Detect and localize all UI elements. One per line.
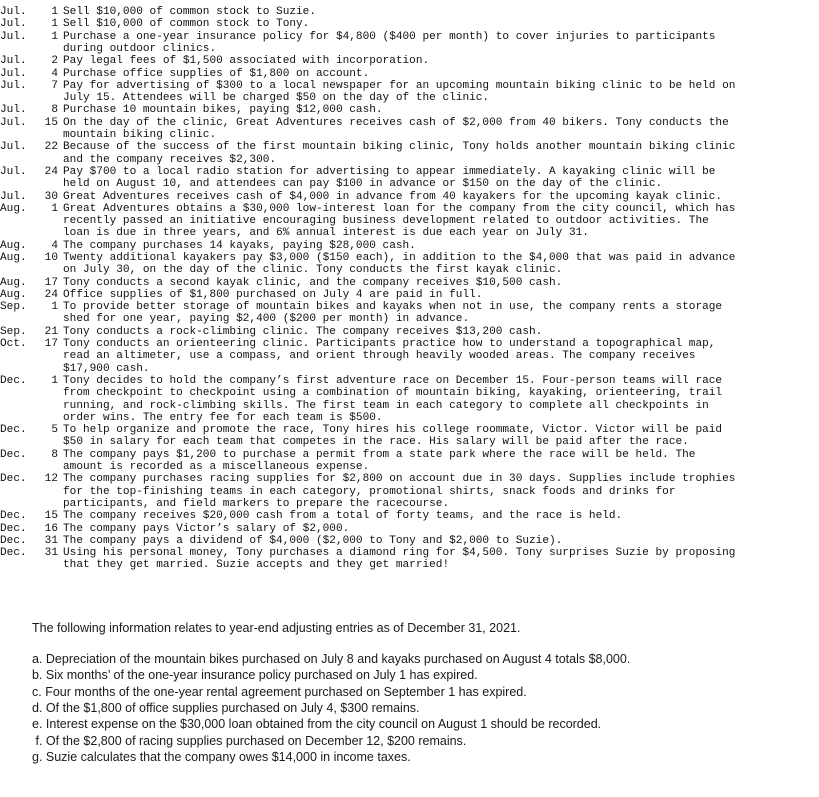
transaction-day: 2 — [51, 55, 58, 68]
transaction-day: 4 — [51, 239, 58, 252]
transaction-day: 15 — [44, 510, 58, 523]
transaction-day: 8 — [51, 104, 58, 117]
transaction-description: The company pays $1,200 to purchase a permit from a state park where the race will be held. The amount is recorded as a miscellaneous expense. — [63, 448, 696, 474]
transaction-entry — [0, 117, 729, 142]
transaction-month: Aug. — [0, 276, 27, 289]
transaction-month: Aug. — [0, 252, 27, 264]
transaction-day: 12 — [44, 473, 58, 486]
transaction-month: Sep. — [0, 325, 27, 338]
transaction-description: To provide better storage of mountain bikes and kayaks when not in use, the company rents a storage shed for one year, paying $2,400 ($200 per month) in advance. — [63, 301, 723, 326]
transaction-entry — [0, 510, 622, 522]
transaction-month: Jul. — [0, 141, 27, 154]
transaction-day: 31 — [44, 534, 58, 547]
transaction-description: The company pays a dividend of $4,000 ($2,000 to Tony and $2,000 to Suzie). — [63, 534, 563, 547]
transaction-day: 15 — [44, 116, 58, 129]
transaction-month: Jul. — [0, 55, 27, 68]
transaction-description: Great Adventures obtains a $30,000 low-interest loan for the company from the city council, which has recently passed an initiative encouraging business development related to outdoor activities. The loan is due in three years, and 6% annual interest is due each year on July 31. — [63, 202, 736, 240]
transaction-description: Twenty additional kayakers pay $3,000 ($150 each), in addition to the $4,000 that was paid in advance on July 30, on the day of the clinic. Tony conducts the first kayak clinic. — [63, 252, 736, 277]
transaction-month: Dec. — [0, 510, 27, 523]
transaction-day: 21 — [44, 325, 58, 338]
transaction-description: Office supplies of $1,800 purchased on July 4 are paid in full. — [63, 288, 483, 301]
transaction-description: Great Adventures receives cash of $4,000 in advance from 40 kayakers for the upcoming kayak clinic. — [63, 190, 723, 203]
adjustment-item: e. Interest expense on the $30,000 loan obtained from the city council on August 1 should be recorded. — [32, 717, 602, 732]
transaction-day: 7 — [51, 79, 58, 92]
transaction-entry — [0, 277, 562, 289]
transaction-month: Jul. — [0, 67, 27, 80]
transaction-description: Tony conducts a second kayak clinic, and the company receives $10,500 cash. — [63, 276, 563, 289]
transaction-entry — [0, 535, 562, 547]
transaction-description: Purchase office supplies of $1,800 on account. — [63, 67, 370, 80]
transaction-day: 1 — [51, 202, 58, 215]
transaction-description: On the day of the clinic, Great Adventures receives cash of $2,000 from 40 bikers. Tony conducts the mountain biking clinic. — [63, 116, 729, 141]
transaction-month: Oct. — [0, 338, 27, 351]
transaction-description: Pay for advertising of $300 to a local newspaper for an upcoming mountain biking clinic to be held on July 15. Attendees will be charged $50 on the day of the clinic. — [63, 79, 736, 105]
transaction-description: Purchase a one-year insurance policy for $4,800 ($400 per month) to cover injuries to participants during outdoor clinics. — [63, 30, 716, 55]
transaction-month: Dec. — [0, 448, 27, 461]
transaction-entry — [0, 252, 735, 277]
transaction-entry — [0, 68, 369, 80]
transaction-entry — [0, 449, 695, 474]
transaction-entry — [0, 289, 482, 301]
transaction-day: 8 — [51, 448, 58, 461]
transaction-month: Dec. — [0, 547, 27, 560]
adjustment-item: f. Of the $2,800 of racing supplies purchased on December 12, $200 remains. — [32, 733, 467, 748]
transaction-day: 5 — [51, 424, 58, 437]
transaction-description: Sell $10,000 of common stock to Suzie. — [63, 6, 316, 18]
transaction-day: 24 — [44, 288, 58, 301]
transaction-entry — [0, 18, 309, 30]
transaction-description: Because of the success of the first mountain biking clinic, Tony holds another mountain biking clinic and the company receives $2,300. — [63, 141, 736, 166]
adjustment-item: g. Suzie calculates that the company owes $14,000 in income taxes. — [32, 749, 411, 764]
transaction-entry — [0, 375, 722, 424]
transaction-month: Dec. — [0, 375, 27, 387]
transaction-day: 16 — [44, 522, 58, 535]
adjustment-item: d. Of the $1,800 of office supplies purchased on July 4, $300 remains. — [32, 700, 420, 715]
transaction-entry — [0, 473, 735, 510]
transaction-month: Aug. — [0, 288, 27, 301]
transaction-month: Jul. — [0, 6, 27, 18]
transaction-description: Pay legal fees of $1,500 associated with incorporation. — [63, 55, 430, 68]
transaction-month: Jul. — [0, 79, 27, 92]
transaction-description: The company receives $20,000 cash from a total of forty teams, and the race is held. — [63, 510, 623, 523]
transaction-month: Dec. — [0, 424, 27, 437]
transaction-entry — [0, 301, 722, 326]
transaction-description: Using his personal money, Tony purchases a diamond ring for $4,500. Tony surprises Suzie by proposing that they get married. Suzie accepts and they get married! — [63, 547, 736, 572]
transaction-description: To help organize and promote the race, Tony hires his college roommate, Victor. Victor will be paid $50 in salary for each team that competes in the race. His salary will be paid after the race. — [63, 424, 723, 449]
transaction-entry — [0, 141, 735, 166]
transaction-description: Purchase 10 mountain bikes, paying $12,000 cash. — [63, 104, 383, 117]
transaction-description: The company purchases 14 kayaks, paying $28,000 cash. — [63, 239, 416, 252]
transaction-day: 1 — [51, 30, 58, 43]
transaction-day: 1 — [51, 375, 58, 387]
transaction-entry — [0, 166, 715, 191]
transaction-month: Jul. — [0, 30, 27, 43]
transaction-description: The company purchases racing supplies for $2,800 on account due in 30 days. Supplies include trophies for the top-finishing teams in each category, promotional shirts, snack foods and drinks for participants, and field markers to prepare the racecourse. — [63, 473, 736, 510]
transaction-entry — [0, 191, 722, 203]
transaction-day: 1 — [51, 18, 58, 31]
transaction-day: 10 — [44, 252, 58, 264]
transaction-month: Jul. — [0, 116, 27, 129]
transaction-month: Dec. — [0, 522, 27, 535]
transaction-month: Dec. — [0, 534, 27, 547]
transaction-day: 24 — [44, 165, 58, 178]
transaction-day: 31 — [44, 547, 58, 560]
transaction-entry — [0, 80, 735, 105]
transaction-entry — [0, 203, 735, 240]
transaction-day: 17 — [44, 338, 58, 351]
transaction-description: Tony conducts a rock-climbing clinic. The company receives $13,200 cash. — [63, 325, 543, 338]
transaction-month: Jul. — [0, 190, 27, 203]
transaction-month: Jul. — [0, 165, 27, 178]
transaction-month: Aug. — [0, 202, 27, 215]
transaction-entry — [0, 326, 542, 338]
transaction-entry — [0, 424, 722, 449]
adjustment-item: b. Six months’ of the one-year insurance policy purchased on July 1 has expired. — [32, 668, 478, 683]
transaction-description: Pay $700 to a local radio station for advertising to appear immediately. A kayaking clinic will be held on August 10, and attendees can pay $100 in advance or $150 on the day of the clinic. — [63, 165, 716, 191]
transaction-month: Jul. — [0, 104, 27, 117]
adjustment-item: c. Four months of the one-year rental agreement purchased on September 1 has expired. — [32, 684, 527, 699]
transaction-entry — [0, 6, 316, 18]
transaction-day: 4 — [51, 67, 58, 80]
transaction-month: Sep. — [0, 301, 27, 314]
transaction-entry — [0, 55, 429, 67]
transaction-month: Dec. — [0, 473, 27, 486]
transaction-description: Tony decides to hold the company’s first adventure race on December 15. Four-person teams will race from checkpoint to checkpoint using a combination of mountain biking, kayaking, orienteering, trail running, and rock-climbing skills. The first team in each category to complete all checkpoints in order wins. The entry fee for each team is $500. — [63, 375, 723, 424]
transaction-day: 17 — [44, 276, 58, 289]
adjustment-item: a. Depreciation of the mountain bikes purchased on July 8 and kayaks purchased on August 4 totals $8,000. — [32, 652, 631, 666]
transaction-day: 22 — [44, 141, 58, 154]
transaction-description: Tony conducts an orienteering clinic. Participants practice how to understand a topographical map, read an altimeter, use a compass, and orient through heavily wooded areas. The company receives $17,900 cash. — [63, 338, 716, 375]
transaction-month: Jul. — [0, 18, 27, 31]
transaction-month: Aug. — [0, 239, 27, 252]
transaction-day: 30 — [44, 190, 58, 203]
adjusting-entries-intro: The following information relates to year-end adjusting entries as of December 31, 2021. — [32, 621, 521, 635]
transaction-description: The company pays Victor’s salary of $2,000. — [63, 522, 350, 535]
transaction-day: 1 — [51, 6, 58, 18]
transaction-entry — [0, 104, 383, 116]
transaction-description: Sell $10,000 of common stock to Tony. — [63, 18, 310, 31]
transaction-entry — [0, 338, 715, 375]
transaction-entry — [0, 523, 349, 535]
transaction-day: 1 — [51, 301, 58, 314]
transaction-entry — [0, 31, 715, 56]
transaction-entry — [0, 240, 416, 252]
transaction-entry — [0, 547, 735, 572]
